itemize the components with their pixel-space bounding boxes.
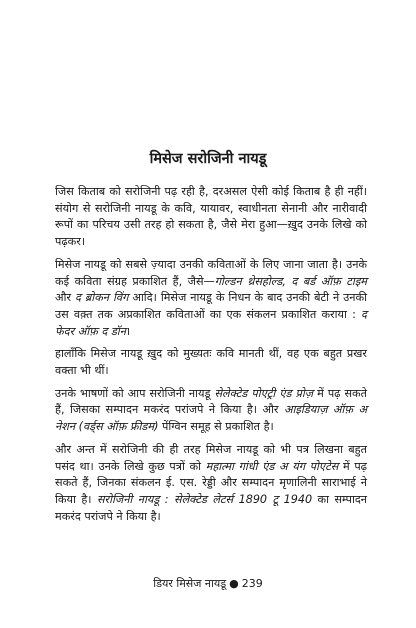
paragraph-text: पेंग्विन समूह से प्रकाशित है। <box>158 420 274 434</box>
italic-title-text: आइडियाज़ ऑफ़ अ नेशन (वर्ड्स ऑफ़ फ्रीडम) <box>55 403 367 434</box>
chapter-title: मिसेज सरोजिनी नायडू <box>149 151 267 167</box>
paragraph-text: का सम्पादन मकरंद परांजपे ने किया है। <box>55 492 368 523</box>
running-title: डियर मिसेज नायडू <box>153 577 227 590</box>
italic-title-text: सेलेक्टेड पोएट्री एंड प्रोज़ <box>214 386 314 400</box>
paragraph-text: । <box>125 324 131 338</box>
italic-title-text: गोल्डन थ्रेसहोल्ड, द बर्ड ऑफ़ टाइम <box>214 274 367 288</box>
paragraph-text: मिसेज नायडू को सबसे ज़्यादा उनकी कविताओं के लिए जाना जाता है। उनके कई कविता संग्रह प्रकाशित हैं, जैसे— <box>55 257 367 288</box>
paragraph-text: हालाँकि मिसेज नायडू ख़ुद को मुख्यतः कवि मानती थीं, वह एक बहुत प्रखर वक्ता भी थीं। <box>55 347 367 378</box>
body-paragraph <box>55 346 367 379</box>
body-paragraph <box>55 442 367 526</box>
paragraph-text: में पढ़ सकते हैं, जिनका संकलन ई. एस. रेड्डी और सम्पादन मृणालिनी साराभाई ने किया है। <box>55 459 367 506</box>
paragraph-text: उनके भाषणों को आप सरोजिनी नायडू <box>55 386 215 400</box>
paragraph-text: आदि। मिसेज नायडू के निधन के बाद उनकी बेटी ने उनकी उस वक़्त तक अप्रकाशित कविताओं का एक संकलन प्रकाशित कराया : <box>55 291 368 321</box>
body-paragraph <box>55 184 367 251</box>
footer-bullet: ● <box>229 577 239 590</box>
paragraph-text: और अन्त में सरोजिनी की ही तरह मिसेज नायडू को भी पत्र लिखना बहुत पसंद था। उनके लिखे कुछ पत्रों को <box>55 442 367 473</box>
paragraph-text: और <box>55 291 75 305</box>
paragraph-text: जिस किताब को सरोजिनी पढ़ रही है, दरअसल ऐसी कोई किताब है ही नहीं। संयोग से सरोजिनी नायडू के कवि, यायावर, स्वाधीनता सेनानी और नारीवादी रूपों का परिचय उसी तरह हो सकता है, जैसे मेरा हुआ—ख़ुद उनके लिखे को पढ़कर। <box>55 185 367 249</box>
italic-title-text: द ब्रोकन विंग <box>75 291 129 305</box>
body-paragraph <box>55 386 367 436</box>
body-paragraph <box>55 257 367 341</box>
paragraph-text: में पढ़ सकते हैं, जिसका सम्पादन मकरंद परांजपे ने किया है। और <box>55 386 368 417</box>
chapter-body <box>55 184 367 531</box>
page-footer <box>0 576 416 591</box>
italic-title-text: सरोजिनी नायडू : सेलेक्टेड लेटर्स 1890 टू 1940 <box>96 492 313 506</box>
italic-title-text: द फेदर ऑफ़ द डॉन <box>55 307 367 338</box>
page-number: 239 <box>241 577 263 590</box>
italic-title-text: महात्मा गांधी एंड अ यंग पोएटेस <box>205 459 339 473</box>
